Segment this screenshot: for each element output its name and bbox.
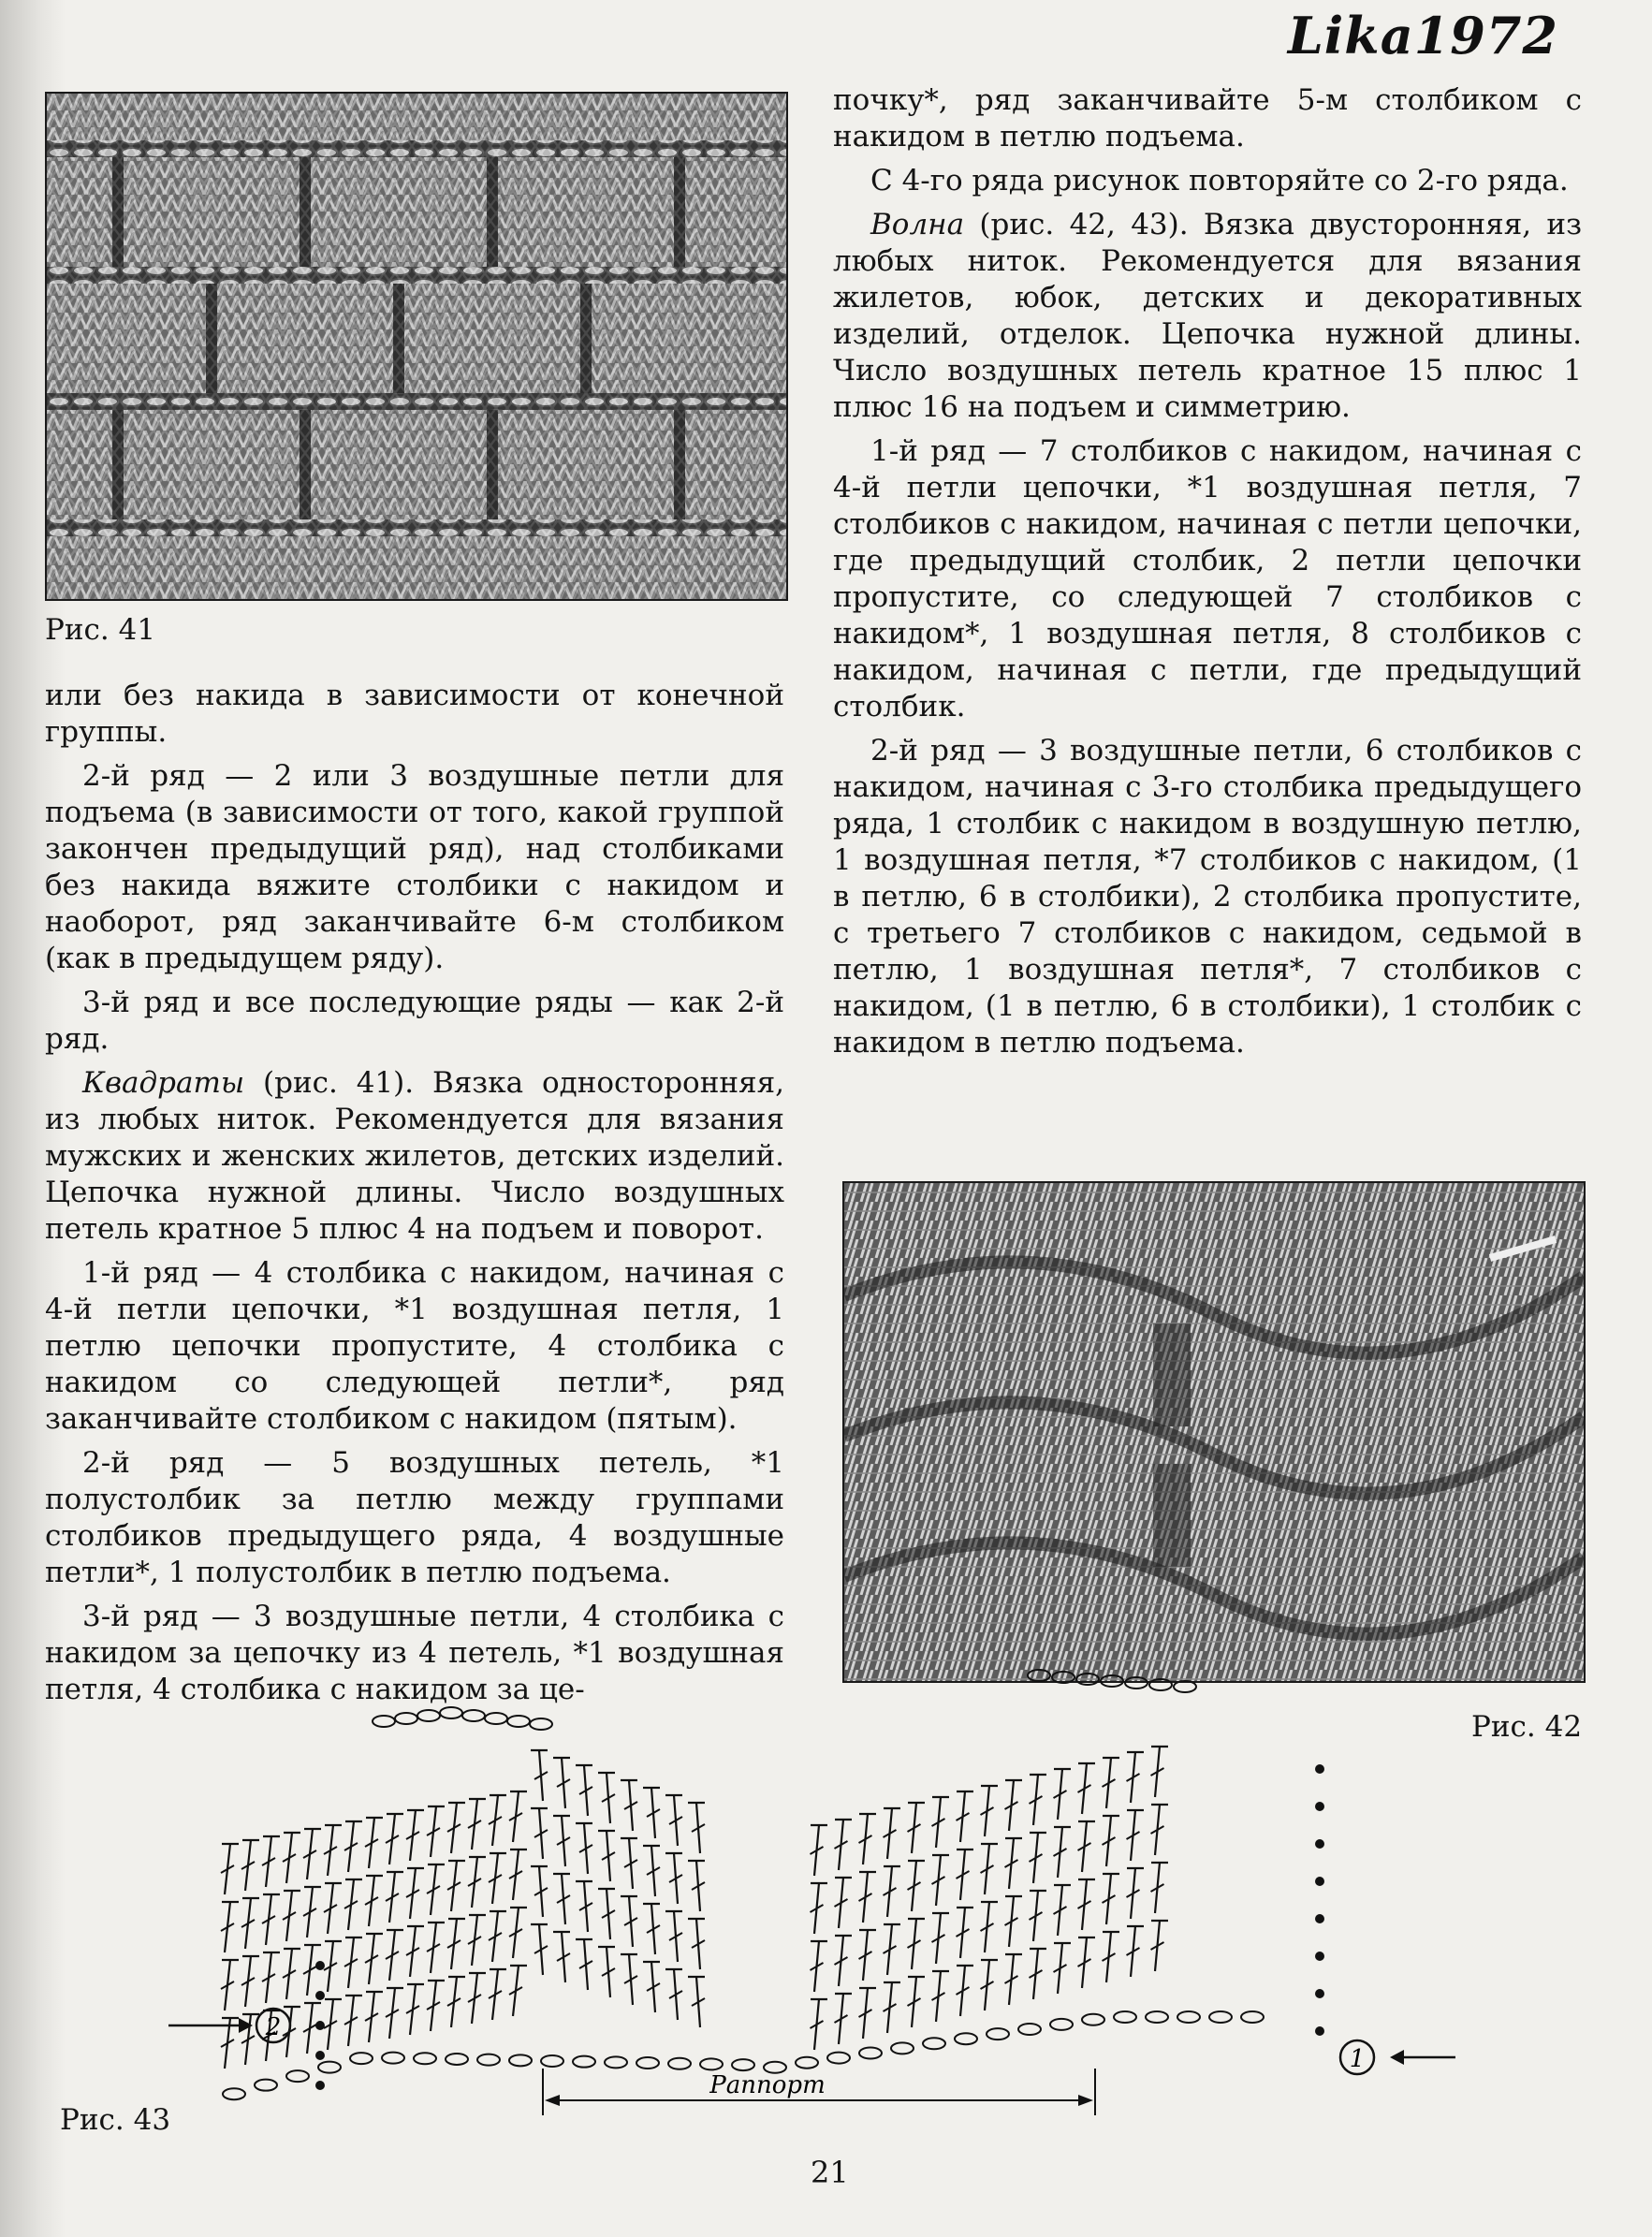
chain-stitch-symbol [1082,2014,1104,2025]
left-paragraph: 3-й ряд — 3 воздушные петли, 4 столбика с накидом за цепочку из 4 петель, *1 воздушная петля, 4 столбика с накидом за це- [45,1600,784,1706]
chain-stitch-symbol [1174,1681,1196,1692]
photo-fig42 [842,1181,1586,1683]
section-text-squares: (рис. 41). Вязка односторонняя, из любых ниток. Рекомендуется для вязания мужских и женских жилетов, детских изделий. Цепочка нужной длины. Число воздушных петель кратное 5 плюс 4 на подъем и поворот. [45,1066,784,1246]
caption-fig41: Рис. 41 [45,613,156,647]
row-marker-1-label: 1 [1349,2045,1366,2073]
turning-dot [315,1991,325,2000]
caption-fig42: Рис. 42 [1471,1710,1583,1744]
chain-stitch-symbol [1149,1679,1172,1690]
chain-stitch-symbol [350,2053,373,2064]
chain-stitch-symbol [796,2057,818,2069]
right-paragraph: почку*, ряд заканчивайте 5-м столбиком с накидом в петлю подъема. [833,83,1582,154]
rapport-dimension [543,2069,1095,2115]
chain-stitch-symbol [859,2048,882,2059]
chain-stitch-symbol [286,2070,309,2082]
chain-stitch-symbol [1146,2011,1168,2023]
turning-dot [1315,1764,1324,1774]
right-paragraph: С 4-го ряда рисунок повторяйте со 2-го ряда. [870,164,1569,197]
turning-dot [1315,1877,1324,1886]
caption-fig43: Рис. 43 [60,2103,171,2137]
chain-stitch-symbol [446,2054,468,2065]
left-paragraph: 3-й ряд и все последующие ряды — как 2-й ряд. [45,986,784,1056]
page-number: 21 [811,2155,849,2190]
right-column [833,82,1582,1061]
turning-dot [1315,1839,1324,1849]
turning-dot [315,2081,325,2090]
chain-stitch-symbol [636,2057,659,2069]
chain-stitch-symbol [605,2056,627,2068]
left-paragraph: 1-й ряд — 4 столбика с накидом, начиная с 4-й петли цепочки, *1 воздушная петля, 1 петлю цепочки пропустите, 4 столбика с накидом со следующей петли*, ряд заканчивайте столбиком с накидом (пятым). [45,1256,784,1436]
chain-stitch-symbol [485,1713,507,1724]
chain-stitch-symbol [573,2056,595,2068]
chain-stitch-symbol [1018,2024,1041,2035]
chain-stitch-symbol [1028,1670,1050,1681]
chain-stitch-symbol [1050,2019,1073,2030]
left-paragraph-heading [45,1065,784,1248]
chart-stitches [221,1670,1324,2099]
chain-stitch-symbol [417,1710,440,1721]
chain-stitch-symbol [1125,1677,1148,1689]
row-marker-2-label: 2 [265,2013,282,2041]
right-paragraph: 1-й ряд — 7 столбиков с накидом, начиная с 4-й петли цепочки, *1 воздушная петля, 7 столбиков с накидом, начиная с петли цепочки, где предыдущий столбик, 2 петли цепочки пропустите, со следующей 7 столбиков с накидом*, 1 воздушная петля, 8 столбиков с накидом, начиная с петли, где предыдущий столбик. [833,434,1582,724]
left-paragraph: 2-й ряд — 2 или 3 воздушные петли для подъема (в зависимости от того, какой группой закончен предыдущий ряд), над столбиками без накида вяжите столбики с накидом и наоборот, ряд заканчивайте 6-м столбиком (как в предыдущем ряду). [45,759,784,975]
crochet-chart-fig43 [159,1657,1460,2153]
left-paragraph: или без накида в зависимости от конечной группы. [45,679,784,749]
chain-stitch-symbol [1177,2011,1200,2023]
chain-stitch-symbol [507,1716,530,1727]
chain-stitch-symbol [318,2062,341,2073]
chain-stitch-symbol [987,2028,1009,2040]
turning-dot [1315,1952,1324,1961]
chain-stitch-symbol [827,2053,850,2064]
rapport-label: Раппорт [709,2071,826,2099]
turning-dot [1315,1989,1324,1998]
chain-stitch-symbol [530,1718,552,1730]
chain-stitch-symbol [382,2053,404,2064]
photo-fig42-texture [844,1183,1584,1681]
chain-stitch-symbol [700,2058,723,2069]
turning-dot [315,2051,325,2060]
section-title-squares: Квадраты [82,1066,245,1100]
chain-stitch-symbol [223,2088,245,2099]
chain-stitch-symbol [541,2055,563,2067]
chain-stitch-symbol [462,1710,485,1721]
turning-dot [1315,2026,1324,2036]
chain-stitch-symbol [477,2054,500,2066]
chain-stitch-symbol [395,1713,417,1724]
chain-stitch-symbol [1101,1675,1123,1687]
chain-stitch-symbol [732,2059,754,2070]
chain-stitch-symbol [668,2058,691,2069]
photo-fig41-texture [47,94,786,599]
left-column [45,678,784,1708]
watermark: Lika1972 [1287,6,1558,66]
row-marker-2 [168,2009,290,2042]
right-paragraph-heading [833,207,1582,426]
right-paragraph: 2-й ряд — 3 воздушные петли, 6 столбиков с накидом, начиная с 3-го столбика предыдущего ряда, 1 столбик с накидом в воздушную петлю, 1 воздушная петля, *7 столбиков с накидом, (1 в петлю, 6 в столбики), 2 столбика пропустите, с третьего 7 столбиков с накидом, седьмой в петлю, 1 воздушная петля*, 7 столбиков с накидом, (1 в петлю, 6 в столбики), 1 столбик с накидом в петлю подъема. [833,734,1582,1060]
chain-stitch-symbol [1241,2011,1264,2023]
chain-stitch-symbol [1052,1672,1075,1683]
section-title-wave: Волна [870,208,965,241]
chain-stitch-symbol [1114,2011,1136,2023]
left-paragraph: 2-й ряд — 5 воздушных петель, *1 полустолбик за петлю между группами столбиков предыдущего ряда, 4 воздушные петли*, 1 полустолбик в петлю подъема. [45,1446,784,1589]
chain-stitch-symbol [923,2038,945,2049]
chain-stitch-symbol [891,2042,914,2054]
section-text-wave: (рис. 42, 43). Вязка двусторонняя, из любых ниток. Рекомендуется для вязания жилетов, юбок, детских и декоративных изделий, отделок. Цепочка нужной длины. Число воздушных петель кратное 15 плюс 1 плюс 16 на подъем и симметрию. [833,208,1582,424]
chain-stitch-symbol [373,1716,395,1727]
chain-stitch-symbol [955,2033,977,2044]
chain-stitch-symbol [440,1707,462,1718]
turning-dot [315,2021,325,2030]
turning-dot [1315,1802,1324,1811]
turning-dot [1315,1914,1324,1923]
turning-dot [315,1961,325,1970]
photo-fig41 [45,92,788,601]
chain-stitch-symbol [255,2080,277,2091]
chain-stitch-symbol [509,2054,532,2066]
chain-stitch-symbol [1076,1674,1099,1685]
chain-stitch-symbol [1209,2011,1232,2023]
chain-stitch-symbol [414,2053,436,2064]
row-marker-1 [1340,2040,1455,2074]
